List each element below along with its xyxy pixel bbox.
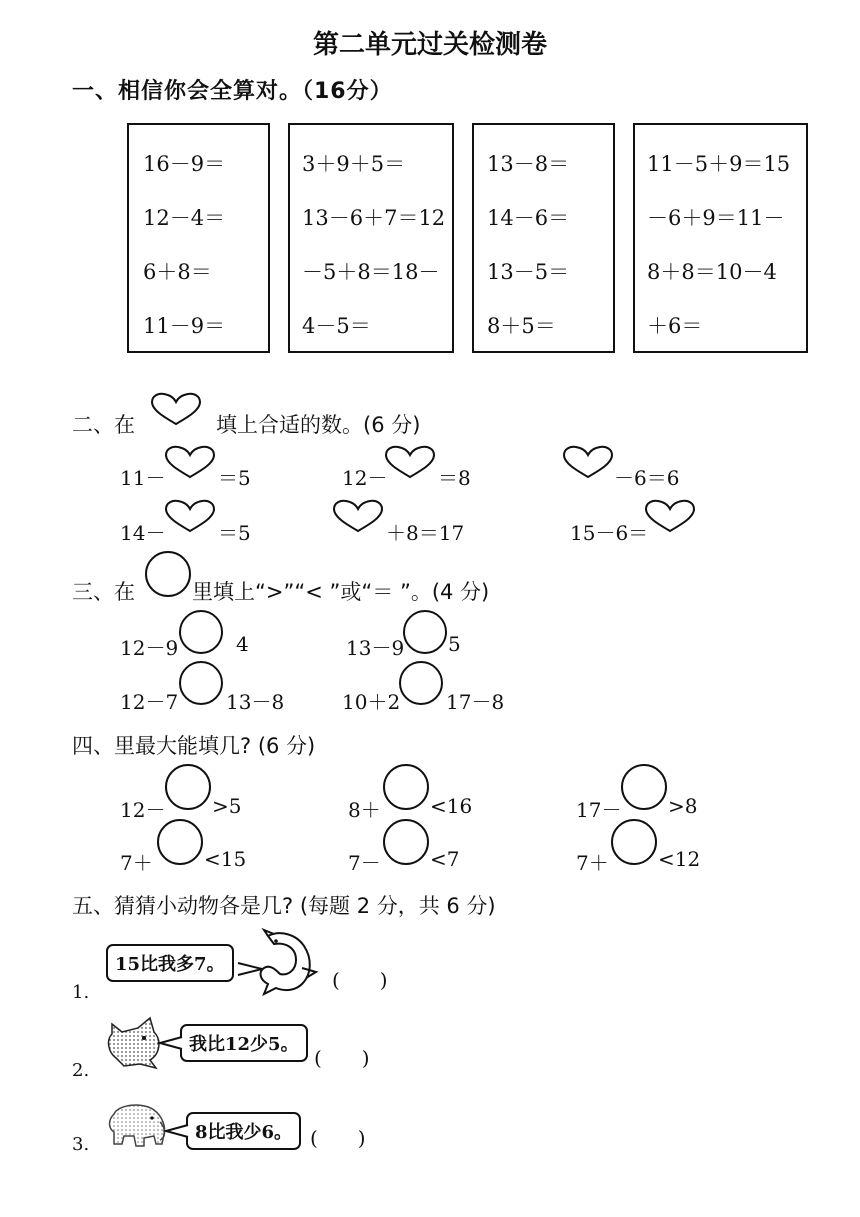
calc-item: 3＋9＋5＝ (302, 152, 406, 176)
heart-blank[interactable] (164, 446, 216, 480)
heart-blank[interactable] (644, 500, 696, 534)
answer-circle[interactable] (610, 818, 658, 866)
s2-item-4-suffix: ＝5 (218, 521, 251, 545)
question-number: 2. (72, 1060, 90, 1081)
circle-icon (144, 550, 192, 598)
section5-heading: 五、猜猜小动物各是几? (每题 2 分，共 6 分) (72, 894, 496, 918)
heart-blank[interactable] (562, 446, 614, 480)
s3-item-2-left: 13－9 (346, 636, 405, 660)
calc-item: 13－5＝ (487, 260, 570, 284)
s2-item-2-prefix: 12－ (342, 466, 388, 490)
calc-item: 13－6＋7＝12 (302, 206, 446, 230)
s2-item-3-suffix: －6＝6 (614, 466, 680, 490)
calc-item: 11－9＝ (143, 314, 226, 338)
calc-item: 4－5＝ (302, 314, 371, 338)
bubble-tail (160, 1034, 184, 1052)
page-title: 第二单元过关检测卷 (312, 30, 547, 60)
s4-item-5-prefix: 7－ (348, 851, 381, 875)
calc-item: 8＋5＝ (487, 314, 556, 338)
question-number: 3. (72, 1134, 90, 1155)
s4-item-2-suffix: <16 (430, 794, 473, 818)
s4-item-6-suffix: <12 (658, 847, 701, 871)
calc-item: 6＋8＝ (143, 260, 212, 284)
s2-item-4-prefix: 14－ (120, 521, 166, 545)
answer-circle[interactable] (620, 763, 668, 811)
s3-item-4-right: 17－8 (446, 690, 505, 714)
s3-item-3-right: 13－8 (226, 690, 285, 714)
compare-circle[interactable] (178, 660, 224, 706)
s2-item-1-prefix: 11－ (120, 466, 166, 490)
s3-item-1-right: 4 (236, 632, 249, 656)
s2-item-2-suffix: ＝8 (438, 466, 471, 490)
calc-item: 16－9＝ (143, 152, 226, 176)
answer-circle[interactable] (156, 818, 204, 866)
answer-circle[interactable] (164, 763, 212, 811)
heart-icon (150, 393, 202, 427)
dolphin-icon (250, 928, 322, 998)
s4-item-1-suffix: >5 (212, 794, 242, 818)
s4-item-2-prefix: 8＋ (348, 798, 381, 822)
s3-item-1-left: 12－9 (120, 636, 179, 660)
s4-item-4-prefix: 7＋ (120, 851, 153, 875)
calc-item: －6＋9＝11－ (647, 206, 785, 230)
s4-item-5-suffix: <7 (430, 847, 460, 871)
answer-blank[interactable]: ( ) (310, 1126, 366, 1150)
calc-item: 14－6＝ (487, 206, 570, 230)
elephant-icon (104, 1100, 168, 1150)
fox-icon (104, 1014, 166, 1070)
calc-item: ＋6＝ (647, 314, 703, 338)
s4-item-3-suffix: >8 (668, 794, 698, 818)
section3-heading-end: 里填上“>”“< ”或“＝ ”。(4 分) (192, 580, 490, 604)
section2-heading-end: 填上合适的数。(6 分) (216, 413, 421, 437)
heart-blank[interactable] (332, 500, 384, 534)
section3-heading-start: 三、在 (72, 580, 135, 604)
s4-item-1-prefix: 12－ (120, 798, 166, 822)
compare-circle[interactable] (398, 660, 444, 706)
s3-item-4-left: 10＋2 (342, 690, 401, 714)
answer-blank[interactable]: ( ) (314, 1046, 370, 1070)
s2-item-1-suffix: ＝5 (218, 466, 251, 490)
section2-heading-start: 二、在 (72, 413, 135, 437)
speech-bubble: 8比我少6。 (186, 1112, 301, 1150)
calc-item: －5＋8＝18－ (302, 260, 440, 284)
section4-heading: 四、里最大能填几? (6 分) (72, 734, 316, 758)
heart-blank[interactable] (384, 446, 436, 480)
s4-item-6-prefix: 7＋ (576, 851, 609, 875)
calc-item: 13－8＝ (487, 152, 570, 176)
calc-item: 12－4＝ (143, 206, 226, 230)
calc-item: 8＋8＝10－4 (647, 260, 777, 284)
s4-item-4-suffix: <15 (204, 847, 247, 871)
heart-blank[interactable] (164, 500, 216, 534)
section1-heading: 一、相信你会全算对。（16分） (72, 79, 393, 104)
bubble-tail (166, 1122, 190, 1140)
speech-bubble: 15比我多7。 (106, 944, 234, 982)
question-number: 1. (72, 982, 90, 1003)
answer-circle[interactable] (382, 763, 430, 811)
speech-bubble: 我比12少5。 (180, 1024, 308, 1062)
s2-item-6-prefix: 15－6＝ (570, 521, 649, 545)
compare-circle[interactable] (178, 609, 224, 655)
s4-item-3-prefix: 17－ (576, 798, 622, 822)
compare-circle[interactable] (402, 609, 448, 655)
answer-circle[interactable] (382, 818, 430, 866)
s3-item-2-right: 5 (448, 632, 461, 656)
answer-blank[interactable]: ( ) (332, 968, 388, 992)
calc-item: 11－5＋9＝15 (647, 152, 791, 176)
s2-item-5-suffix: ＋8＝17 (386, 521, 465, 545)
s3-item-3-left: 12－7 (120, 690, 179, 714)
